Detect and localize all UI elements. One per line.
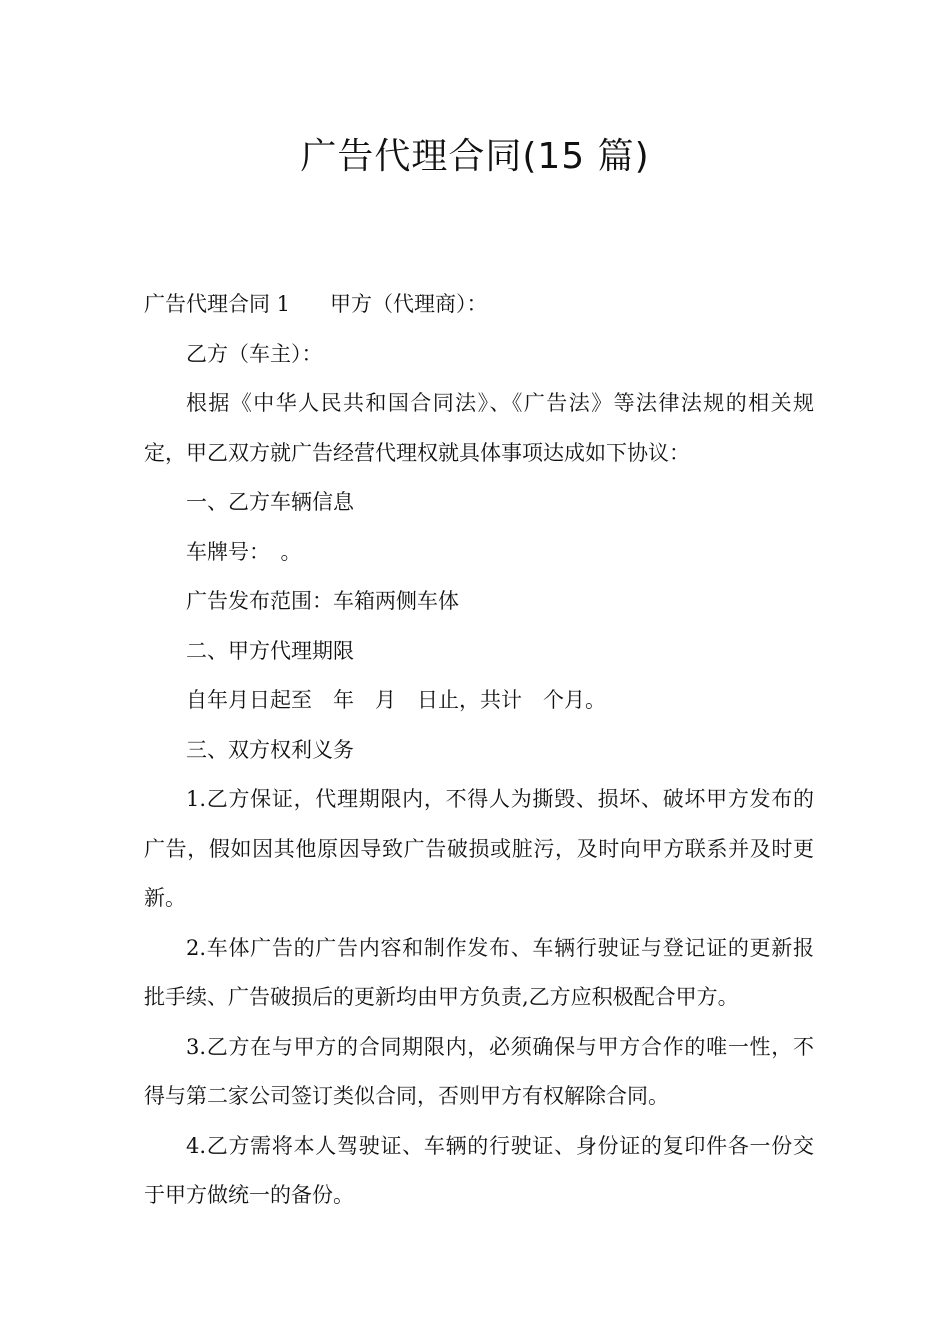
section-heading-agency-term: 二、甲方代理期限: [186, 638, 354, 663]
clause-1: 1.乙方保证，代理期限内，不得人为撕毁、损坏、破坏甲方发布的广告，假如因其他原因导致广告破损或脏污，及时向甲方联系并及时更新。: [144, 787, 814, 910]
paragraph-plate-number: 车牌号： 。: [186, 539, 302, 564]
paragraph-term-dates: 自年月日起至 年 月 日止，共计 个月。: [186, 688, 606, 712]
contract-heading: 广告代理合同 1: [144, 292, 291, 316]
clause-3: 3.乙方在与甲方的合同期限内，必须确保与甲方合作的唯一性，不得与第二家公司签订类似合同，否则甲方有权解除合同。: [144, 1034, 814, 1108]
first-line: [144, 280, 814, 330]
section-heading-rights-duties: 三、双方权利义务: [186, 737, 354, 762]
party-a-line: 甲方（代理商）：: [330, 292, 488, 316]
section-heading-vehicle-info: 一、乙方车辆信息: [186, 490, 354, 514]
paragraph-ad-scope: 广告发布范围：车箱两侧车体: [186, 589, 459, 613]
document-title: 广告代理合同(15 篇): [300, 136, 650, 177]
document-body: [144, 280, 814, 1221]
paragraph-party-b: 乙方（车主）：: [186, 341, 323, 366]
clause-2: 2.车体广告的广告内容和制作发布、车辆行驶证与登记证的更新报批手续、广告破损后的更新均由甲方负责,乙方应积极配合甲方。: [144, 935, 814, 1009]
paragraph-preamble: 根据《中华人民共和国合同法》、《广告法》等法律法规的相关规定，甲乙双方就广告经营代理权就具体事项达成如下协议：: [144, 391, 814, 465]
clause-4: 4.乙方需将本人驾驶证、车辆的行驶证、身份证的复印件各一份交于甲方做统一的备份。: [144, 1133, 814, 1207]
